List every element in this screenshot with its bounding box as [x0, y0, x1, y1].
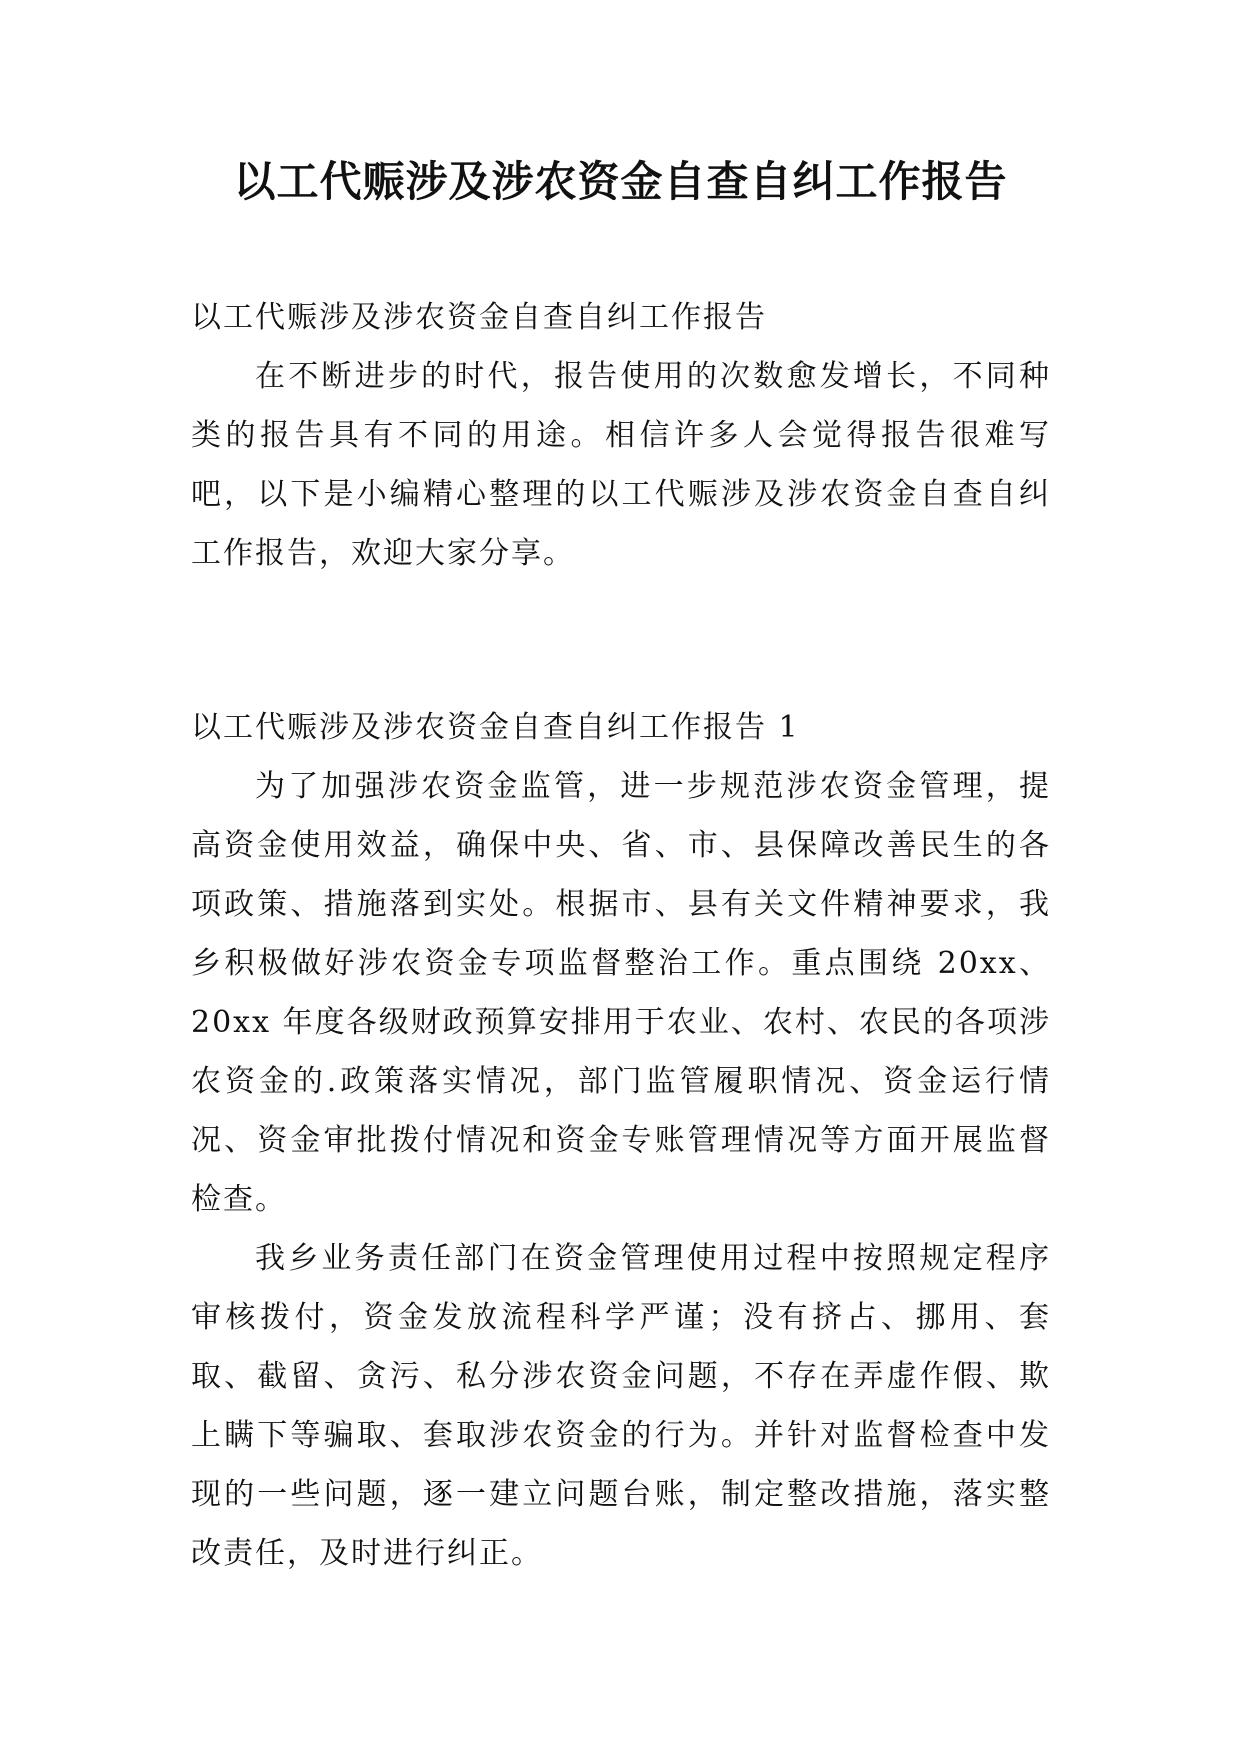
document-title: 以工代赈涉及涉农资金自查自纠工作报告	[233, 157, 1008, 206]
section-1-heading: 以工代赈涉及涉农资金自查自纠工作报告 1	[191, 710, 800, 745]
intro-heading: 以工代赈涉及涉农资金自查自纠工作报告	[191, 300, 767, 335]
section-1	[191, 698, 1051, 1583]
intro-paragraph: 在不断进步的时代，报告使用的次数愈发增长，不同种类的报告具有不同的用途。相信许多人会觉得报告很难写吧，以下是小编精心整理的以工代赈涉及涉农资金自查自纠工作报告，欢迎大家分享。	[191, 359, 1051, 571]
section-1-paragraph-1: 为了加强涉农资金监管，进一步规范涉农资金管理，提高资金使用效益，确保中央、省、市、县保障改善民生的各项政策、措施落到实处。根据市、县有关文件精神要求，我乡积极做好涉农资金专项监督整治工作。重点围绕 20xx、20xx 年度各级财政预算安排用于农业、农村、农民的各项涉农资金的.政策落实情况，部门监管履职情况、资金运行情况、资金审批拨付情况和资金专账管理情况等方面开展监督检查。	[191, 769, 1051, 1217]
intro-section	[191, 288, 1051, 583]
section-1-paragraph-2: 我乡业务责任部门在资金管理使用过程中按照规定程序审核拨付，资金发放流程科学严谨；没有挤占、挪用、套取、截留、贪污、私分涉农资金问题，不存在弄虚作假、欺上瞒下等骗取、套取涉农资金的行为。并针对监督检查中发现的一些问题，逐一建立问题台账，制定整改措施，落实整改责任，及时进行纠正。	[191, 1241, 1051, 1571]
